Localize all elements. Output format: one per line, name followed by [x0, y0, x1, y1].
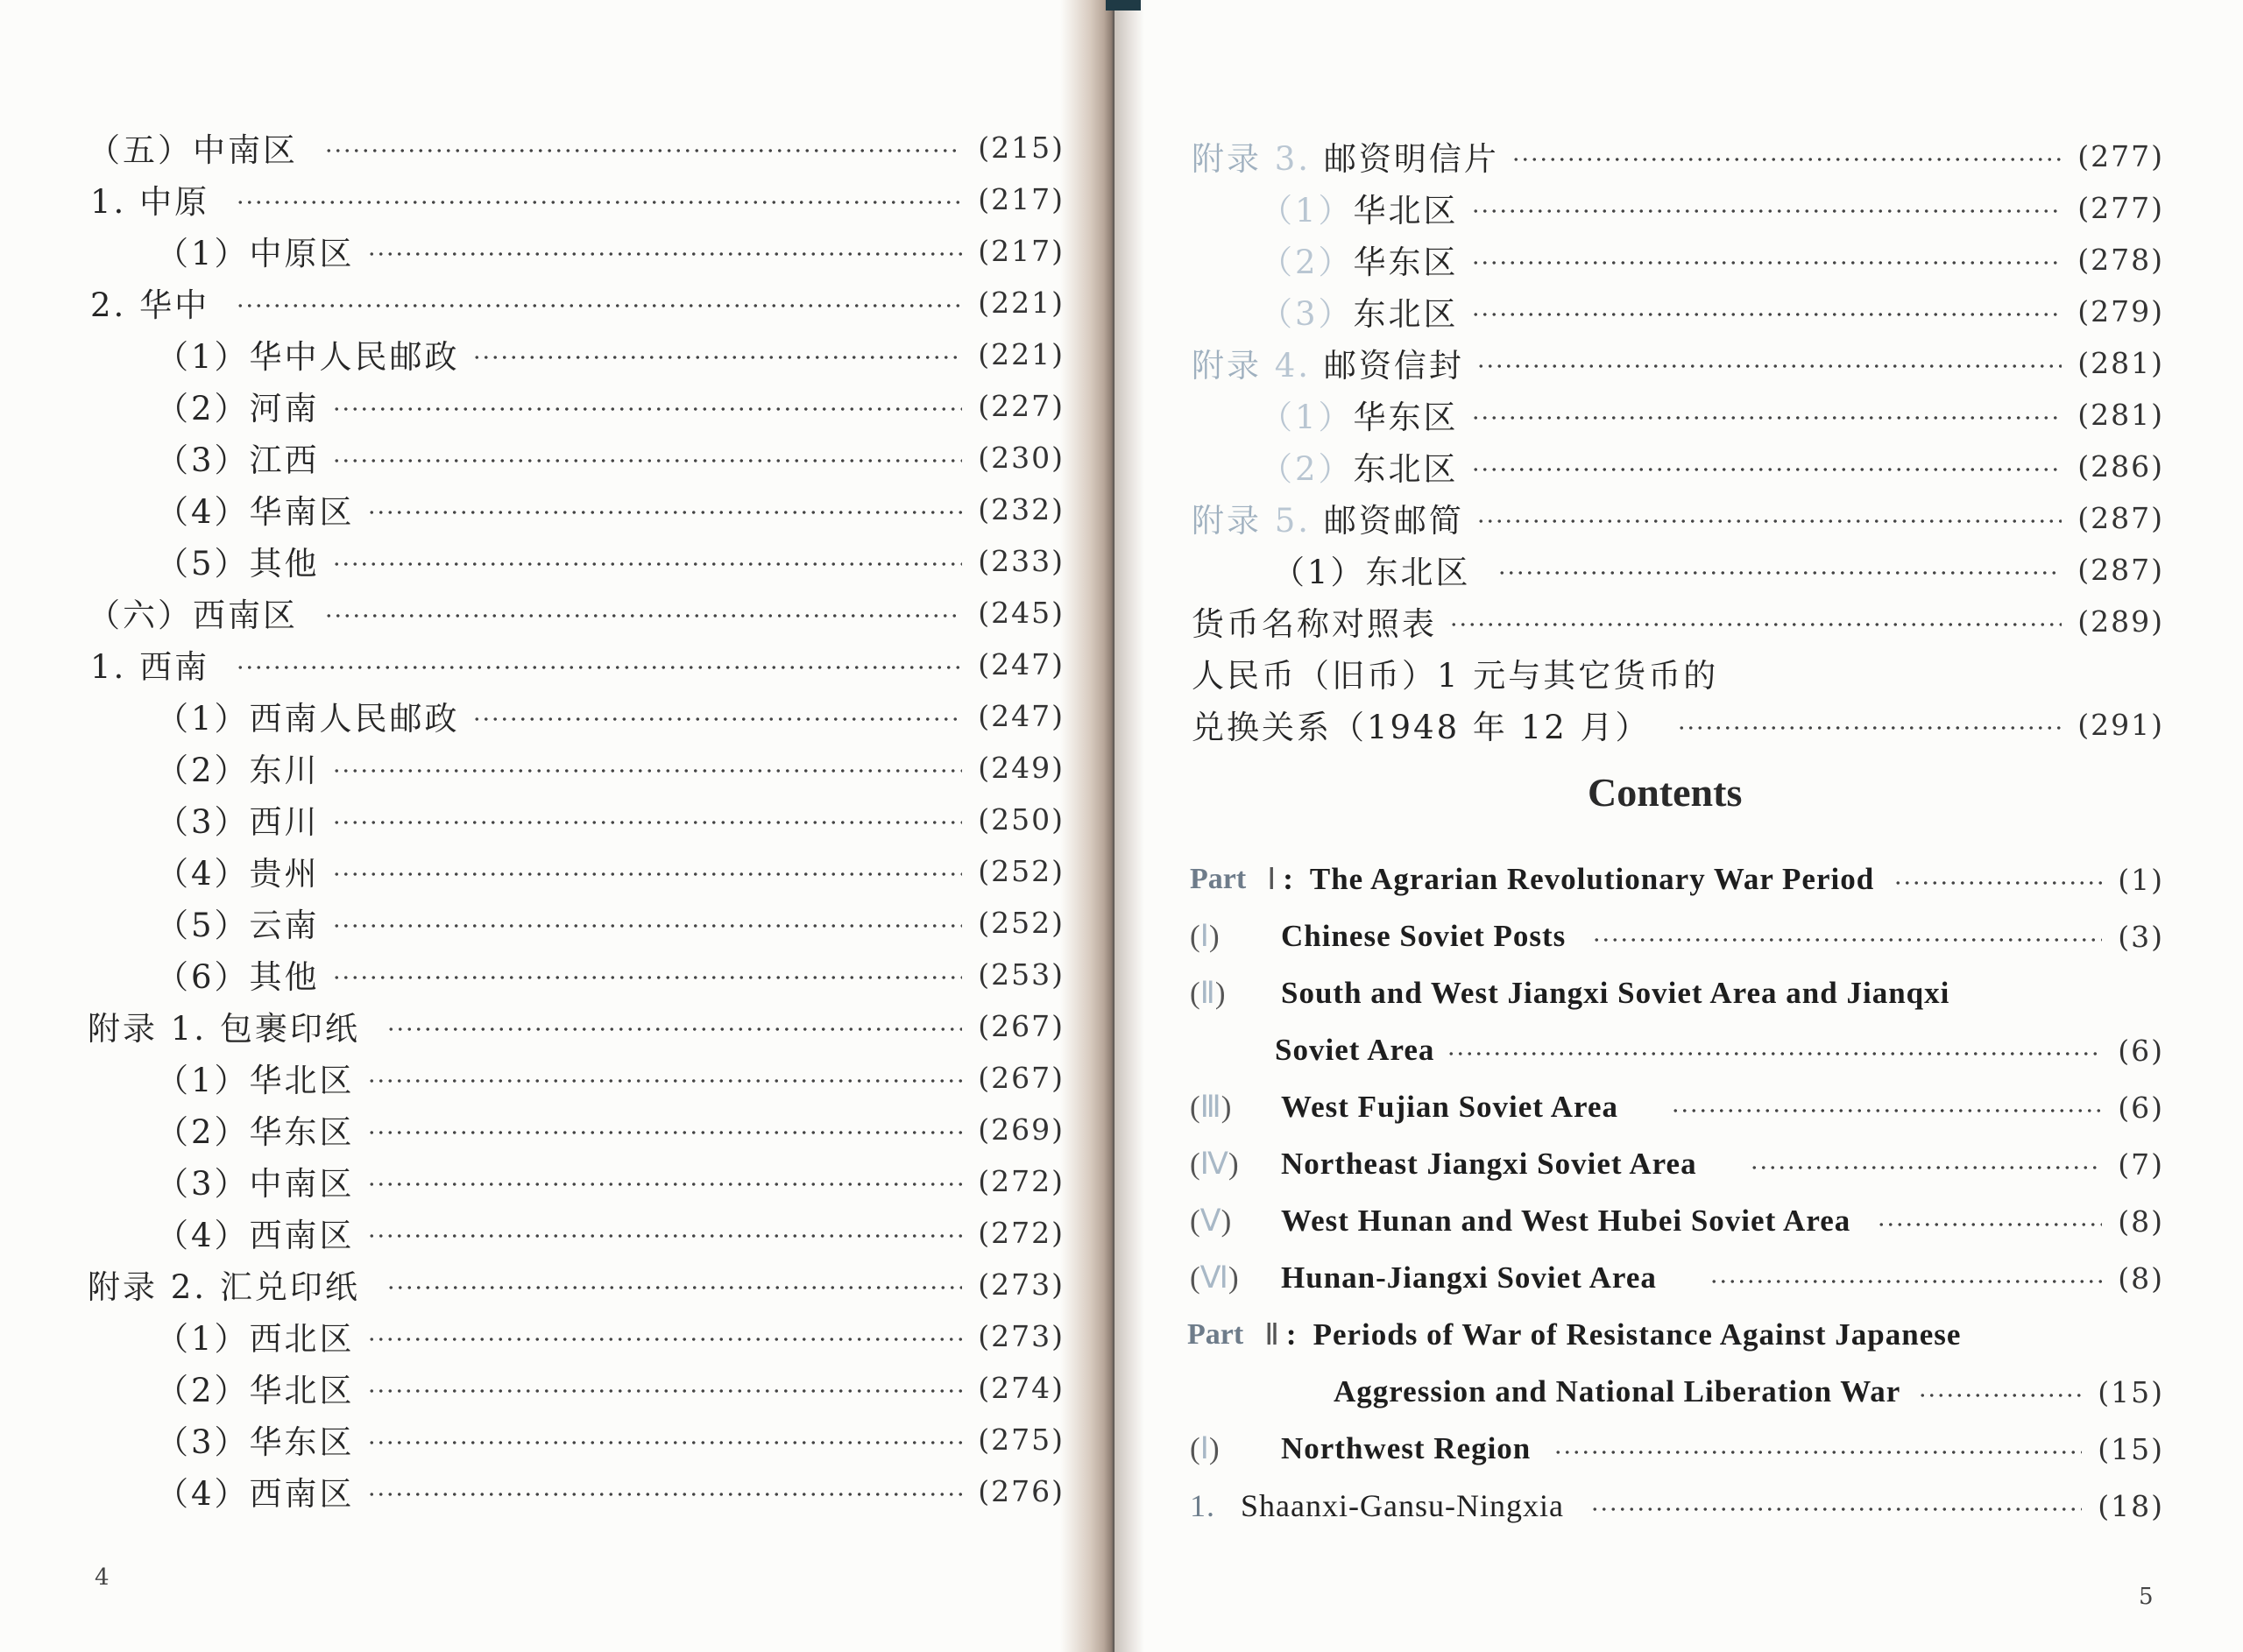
toc-entry[interactable]: 1. 西南 (247)	[90, 646, 1065, 686]
dot-leader	[332, 820, 963, 825]
toc-entry[interactable]: 1. 中原 (217)	[90, 181, 1065, 221]
dot-leader	[1877, 1222, 2102, 1227]
dot-leader	[367, 1388, 963, 1394]
dot-leader	[367, 1492, 963, 1497]
toc-entry[interactable]: 兑换关系（1948 年 12 月） (291)	[1192, 707, 2164, 746]
dot-leader	[1918, 1393, 2082, 1398]
dot-leader	[472, 717, 963, 722]
dot-leader	[1449, 622, 2062, 627]
toc-entry[interactable]: （3）中南区 (272)	[156, 1163, 1065, 1203]
toc-entry[interactable]: （2）华东区 (269)	[156, 1112, 1065, 1151]
toc-entry[interactable]: (Ⅳ) Northeast Jiangxi Soviet Area (7)	[1190, 1147, 2164, 1182]
toc-entry[interactable]: （6）其他 (253)	[156, 957, 1065, 996]
dot-leader	[1592, 937, 2102, 942]
dot-leader	[332, 975, 963, 980]
toc-entry[interactable]: (Ⅰ) Northwest Region (15)	[1190, 1431, 2164, 1466]
book-spine	[1060, 0, 1114, 1652]
dot-leader	[367, 1130, 963, 1135]
dot-leader	[332, 768, 963, 773]
dot-leader	[386, 1027, 962, 1032]
dot-leader	[1471, 312, 2063, 317]
toc-entry[interactable]: 2. 华中 (221)	[90, 285, 1065, 324]
dot-leader	[332, 923, 963, 928]
toc-entry[interactable]: （4）西南区 (272)	[156, 1215, 1065, 1254]
toc-entry[interactable]: （5）云南 (252)	[156, 905, 1065, 944]
dot-leader	[1476, 519, 2062, 524]
toc-entry[interactable]: （2）东北区 (286)	[1260, 448, 2164, 488]
toc-entry[interactable]: 1. Shaanxi-Gansu-Ningxia (18)	[1190, 1488, 2164, 1523]
dot-leader	[332, 872, 963, 877]
dot-leader	[236, 665, 962, 670]
toc-entry[interactable]: （3）华东区 (275)	[156, 1422, 1065, 1461]
dot-leader	[367, 1337, 963, 1342]
dot-leader	[1750, 1165, 2103, 1170]
toc-entry[interactable]: （五）中南区 (215)	[88, 130, 1065, 169]
page-number-left: 4	[95, 1564, 110, 1591]
dot-leader	[1447, 1051, 2102, 1056]
toc-entry[interactable]: Soviet Area (6)	[1275, 1033, 2164, 1068]
toc-entry[interactable]: （1）华中人民邮政 (221)	[156, 336, 1065, 376]
toc-entry[interactable]: （六）西南区 (245)	[88, 595, 1065, 634]
toc-entry[interactable]: 附录 3. 邮资明信片 (277)	[1192, 138, 2164, 178]
toc-entry[interactable]: （4）华南区 (232)	[156, 491, 1065, 531]
dot-leader	[332, 406, 963, 412]
toc-entry[interactable]: （3）江西 (230)	[156, 440, 1065, 479]
dot-leader	[236, 303, 962, 308]
toc-part[interactable]: Part Ⅰ : The Agrarian Revolutionary War Period (1)	[1190, 862, 2164, 897]
dot-leader	[1471, 260, 2063, 265]
dot-leader	[1511, 157, 2062, 162]
dot-leader	[1553, 1450, 2082, 1455]
toc-entry[interactable]: （1）华北区 (267)	[156, 1060, 1065, 1099]
toc-entry[interactable]: （1）西南人民邮政 (247)	[156, 698, 1065, 738]
spine-top-edge	[1106, 0, 1141, 11]
dot-leader	[324, 613, 962, 618]
toc-entry[interactable]: （4）西南区 (276)	[156, 1473, 1065, 1513]
dot-leader	[1471, 208, 2063, 214]
toc-entry[interactable]: （2）东川 (249)	[156, 750, 1065, 789]
toc-entry[interactable]: （4）贵州 (252)	[156, 853, 1065, 893]
toc-entry-line1[interactable]: (Ⅱ) South and West Jiangxi Soviet Area and Jianqxi	[1190, 976, 1950, 1010]
toc-entry[interactable]: (Ⅰ) Chinese Soviet Posts (3)	[1190, 919, 2164, 954]
page-number-right: 5	[2139, 1584, 2154, 1610]
dot-leader	[332, 561, 963, 567]
dot-leader	[236, 200, 962, 205]
dot-leader	[1590, 1507, 2082, 1512]
spine-shadow	[1114, 0, 1144, 1652]
toc-entry[interactable]: （3）西川 (250)	[156, 801, 1065, 841]
dot-leader	[324, 148, 962, 153]
contents-heading: Contents	[1588, 770, 1743, 815]
toc-entry[interactable]: (Ⅵ) Hunan-Jiangxi Soviet Area (8)	[1190, 1260, 2164, 1295]
toc-entry[interactable]: （1）西北区 (273)	[156, 1318, 1065, 1358]
toc-entry[interactable]: （2）华东区 (278)	[1260, 242, 2164, 281]
dot-leader	[386, 1285, 962, 1290]
dot-leader	[367, 1440, 963, 1445]
toc-entry-line1[interactable]: 人民币（旧币）1 元与其它货币的	[1192, 657, 1719, 695]
dot-leader	[1677, 725, 2063, 731]
dot-leader	[367, 251, 963, 257]
toc-part[interactable]: Aggression and National Liberation War (15)	[1334, 1374, 2164, 1409]
toc-entry[interactable]: （1）华东区 (281)	[1260, 397, 2164, 436]
toc-entry[interactable]: 附录 2. 汇兑印纸 (273)	[88, 1267, 1065, 1306]
dot-leader	[1471, 415, 2063, 420]
toc-entry[interactable]: （1）东北区 (287)	[1272, 552, 2164, 591]
dot-leader	[1471, 467, 2063, 472]
dot-leader	[472, 355, 963, 360]
toc-entry[interactable]: （2）河南 (227)	[156, 388, 1065, 427]
toc-entry[interactable]: 附录 4. 邮资信封 (281)	[1192, 345, 2164, 385]
dot-leader	[1709, 1279, 2102, 1284]
dot-leader	[367, 1078, 963, 1084]
toc-entry[interactable]: （2）华北区 (274)	[156, 1370, 1065, 1409]
dot-leader	[1497, 570, 2063, 575]
toc-entry[interactable]: 货币名称对照表 (289)	[1192, 604, 2164, 643]
dot-leader	[1476, 364, 2062, 369]
dot-leader	[1671, 1108, 2102, 1113]
toc-entry[interactable]: （1）中原区 (217)	[156, 233, 1065, 272]
dot-leader	[1893, 880, 2102, 886]
toc-part-line1[interactable]: Part Ⅱ : Periods of War of Resistance Against Japanese	[1187, 1317, 1962, 1352]
dot-leader	[367, 510, 963, 515]
dot-leader	[367, 1233, 963, 1239]
toc-entry[interactable]: (Ⅴ) West Hunan and West Hubei Soviet Area (8)	[1190, 1204, 2164, 1239]
toc-entry[interactable]: (Ⅲ) West Fujian Soviet Area (6)	[1190, 1090, 2164, 1125]
dot-leader	[332, 458, 963, 463]
dot-leader	[367, 1182, 963, 1187]
toc-entry[interactable]: （5）其他 (233)	[156, 543, 1065, 582]
toc-entry[interactable]: （3）东北区 (279)	[1260, 293, 2164, 333]
toc-entry[interactable]: 附录 5. 邮资邮简 (287)	[1192, 500, 2164, 540]
toc-entry[interactable]: （1）华北区 (277)	[1260, 190, 2164, 229]
toc-entry[interactable]: 附录 1. 包裹印纸 (267)	[88, 1008, 1065, 1048]
